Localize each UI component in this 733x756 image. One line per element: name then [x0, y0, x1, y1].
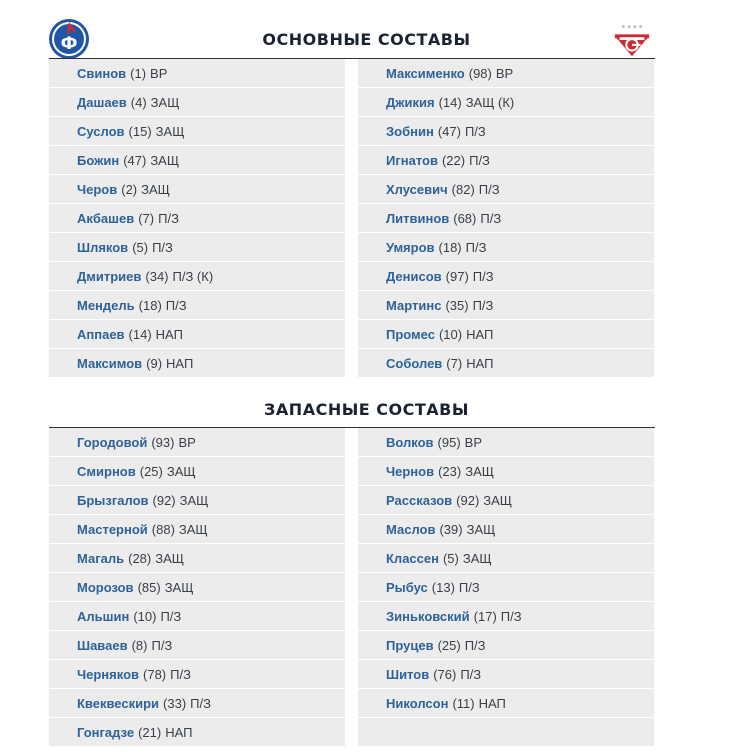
player-name-link[interactable]: Альшин — [77, 608, 130, 624]
player-name-link[interactable]: Аппаев — [77, 326, 125, 342]
player-position: П/З — [464, 637, 486, 653]
player-row — [49, 262, 345, 291]
player-row — [358, 602, 654, 631]
player-name-link[interactable]: Рассказов — [386, 492, 453, 508]
player-name-link[interactable]: Мендель — [77, 297, 135, 313]
player-row — [358, 486, 654, 515]
player-name-link[interactable]: Максименко — [386, 65, 465, 81]
fakel-logo-letter: Ф — [60, 34, 78, 54]
player-name-link[interactable]: Дашаев — [77, 94, 127, 110]
player-position: ВР — [178, 434, 196, 450]
player-name-link[interactable]: Черов — [77, 181, 118, 197]
player-row — [49, 117, 345, 146]
player-position: П/З — [460, 666, 482, 682]
player-number: (34) — [145, 268, 169, 284]
player-number: (68) — [453, 210, 477, 226]
player-number: (93) — [151, 434, 175, 450]
player-name-link[interactable]: Соболев — [386, 355, 443, 371]
player-position: П/З — [469, 152, 490, 168]
player-number: (18) — [138, 297, 162, 313]
player-number: (22) — [441, 152, 466, 168]
player-position: НАП — [166, 355, 194, 371]
player-position: ВР — [150, 65, 168, 81]
player-name-link[interactable]: Умяров — [386, 239, 435, 255]
player-name-link[interactable]: Классен — [386, 550, 439, 566]
player-position: ВР — [495, 65, 514, 81]
player-position: ЗАЩ — [150, 94, 180, 110]
player-row — [49, 457, 345, 486]
player-name-link[interactable]: Шаваев — [77, 637, 128, 653]
player-row — [49, 428, 345, 457]
player-position: ЗАЩ (К) — [465, 94, 515, 110]
player-number: (39) — [439, 521, 463, 537]
player-row — [358, 457, 654, 486]
player-position: ЗАЩ — [155, 123, 185, 139]
player-name-link[interactable]: Дмитриев — [77, 268, 142, 284]
player-number: (18) — [438, 239, 462, 255]
player-row — [358, 689, 654, 718]
player-position: ЗАЩ — [155, 550, 184, 566]
player-position: ЗАЩ — [466, 521, 496, 537]
player-number: (92) — [456, 492, 480, 508]
player-position: П/З — [500, 608, 522, 624]
player-position: НАП — [478, 695, 506, 711]
player-position: ЗАЩ — [141, 181, 170, 197]
player-row — [49, 204, 345, 233]
empty-row — [358, 718, 654, 747]
player-position: П/З — [458, 579, 480, 595]
player-name-link[interactable]: Квеквескири — [77, 695, 160, 711]
player-position: ВР — [464, 434, 482, 450]
player-name-link[interactable]: Маслов — [386, 521, 436, 537]
player-position: П/З — [472, 297, 494, 313]
stars-icon — [622, 25, 642, 28]
player-position: ЗАЩ — [179, 492, 209, 508]
player-number: (7) — [138, 210, 155, 226]
player-row — [49, 175, 345, 204]
player-name-link[interactable]: Литвинов — [386, 210, 450, 226]
player-name-link[interactable]: Черняков — [77, 666, 140, 682]
player-row — [49, 88, 345, 117]
player-row — [49, 59, 345, 88]
player-position: П/З — [478, 181, 500, 197]
player-number: (5) — [442, 550, 459, 566]
home-starters-list — [49, 59, 345, 378]
player-number: (82) — [451, 181, 475, 197]
player-name-link[interactable]: Хлусевич — [386, 181, 448, 197]
player-row — [49, 660, 345, 689]
player-position: ЗАЩ — [150, 152, 180, 168]
player-number: (25) — [437, 637, 461, 653]
player-position: П/З — [160, 608, 182, 624]
player-name-link[interactable]: Мартинс — [386, 297, 442, 313]
player-row — [49, 233, 345, 262]
player-position: ЗАЩ — [465, 463, 494, 479]
player-position: НАП — [155, 326, 183, 342]
player-number: (5) — [132, 239, 149, 255]
player-number: (14) — [438, 94, 462, 110]
player-number: (10) — [133, 608, 157, 624]
player-number: (95) — [437, 434, 461, 450]
player-number: (25) — [139, 463, 163, 479]
player-position: П/З — [170, 666, 191, 682]
player-number: (47) — [123, 152, 147, 168]
player-row — [358, 146, 654, 175]
player-row — [358, 320, 654, 349]
player-position: ЗАЩ — [166, 463, 196, 479]
player-number: (7) — [446, 355, 463, 371]
player-row — [358, 88, 654, 117]
away-starters-list — [358, 59, 654, 378]
player-number: (13) — [431, 579, 455, 595]
player-number: (1) — [130, 65, 147, 81]
player-name-link[interactable]: Брызгалов — [77, 492, 149, 508]
player-name-link[interactable]: Суслов — [77, 123, 125, 139]
player-row — [358, 291, 654, 320]
player-name-link[interactable]: Шляков — [77, 239, 129, 255]
player-number: (17) — [473, 608, 497, 624]
player-number: (10) — [438, 326, 463, 342]
player-name-link[interactable]: Зиньковский — [386, 608, 470, 624]
player-row — [358, 349, 654, 378]
player-row — [49, 602, 345, 631]
player-name-link[interactable]: Смирнов — [77, 463, 136, 479]
player-name-link[interactable]: Чернов — [386, 463, 435, 479]
player-number: (78) — [143, 666, 167, 682]
player-number: (98) — [468, 65, 492, 81]
home-substitutes-list — [49, 428, 345, 747]
player-position: П/З — [480, 210, 502, 226]
player-name-link[interactable]: Божин — [77, 152, 120, 168]
player-row — [358, 117, 654, 146]
player-position: П/З — [465, 239, 487, 255]
player-row — [49, 573, 345, 602]
player-number: (9) — [146, 355, 163, 371]
player-position: НАП — [466, 355, 494, 371]
player-position: НАП — [466, 326, 494, 342]
player-position: П/З — [190, 695, 211, 711]
player-name-link[interactable]: Шитов — [386, 666, 430, 682]
player-name-link[interactable]: Гонгадзе — [77, 724, 135, 740]
player-number: (2) — [121, 181, 138, 197]
player-row — [49, 320, 345, 349]
player-name-link[interactable]: Максимов — [77, 355, 143, 371]
player-number: (8) — [131, 637, 148, 653]
substitutes-title: ЗАПАСНЫЕ СОСТАВЫ — [264, 400, 469, 419]
player-position: П/З — [472, 268, 494, 284]
player-row — [49, 718, 345, 747]
player-position: ЗАЩ — [483, 492, 512, 508]
player-number: (14) — [128, 326, 152, 342]
player-position: ЗАЩ — [462, 550, 492, 566]
player-name-link[interactable]: Игнатов — [386, 152, 438, 168]
player-row — [49, 515, 345, 544]
player-number: (11) — [452, 695, 475, 711]
player-number: (4) — [130, 94, 147, 110]
player-row — [49, 544, 345, 573]
player-number: (85) — [137, 579, 161, 595]
player-row — [358, 544, 654, 573]
player-name-link[interactable]: Промес — [386, 326, 435, 342]
player-position: П/З (К) — [172, 268, 214, 284]
player-row — [358, 204, 654, 233]
player-number: (92) — [152, 492, 176, 508]
player-row — [358, 573, 654, 602]
player-name-link[interactable]: Зобнин — [386, 123, 434, 139]
player-number: (76) — [433, 666, 457, 682]
player-position: ЗАЩ — [178, 521, 208, 537]
player-name-link[interactable]: Городовой — [77, 434, 148, 450]
player-name-link[interactable]: Волков — [386, 434, 434, 450]
player-row — [49, 689, 345, 718]
player-row — [358, 660, 654, 689]
player-row — [358, 631, 654, 660]
player-number: (21) — [138, 724, 162, 740]
away-substitutes-list — [358, 428, 654, 747]
player-position: П/З — [152, 239, 173, 255]
player-name-link[interactable]: Акбашев — [77, 210, 135, 226]
player-position: П/З — [151, 637, 173, 653]
player-row — [49, 291, 345, 320]
player-name-link[interactable]: Пруцев — [386, 637, 434, 653]
player-name-link[interactable]: Магаль — [77, 550, 125, 566]
player-number: (35) — [445, 297, 469, 313]
player-name-link[interactable]: Рыбус — [386, 579, 428, 595]
player-row — [49, 486, 345, 515]
player-number: (33) — [163, 695, 187, 711]
player-row — [358, 515, 654, 544]
player-name-link[interactable]: Свинов — [77, 65, 127, 81]
player-row — [358, 262, 654, 291]
player-name-link[interactable]: Джикия — [386, 94, 435, 110]
player-position: П/З — [464, 123, 486, 139]
player-row — [358, 233, 654, 262]
main-lineups-title: ОСНОВНЫЕ СОСТАВЫ — [262, 30, 471, 49]
player-name-link[interactable]: Морозов — [77, 579, 134, 595]
player-position: П/З — [165, 297, 187, 313]
player-row — [49, 146, 345, 175]
player-number: (28) — [128, 550, 152, 566]
player-position: ЗАЩ — [164, 579, 194, 595]
player-number: (97) — [445, 268, 469, 284]
player-number: (23) — [438, 463, 462, 479]
player-position: П/З — [158, 210, 179, 226]
player-position: НАП — [165, 724, 193, 740]
player-row — [358, 59, 654, 88]
player-name-link[interactable]: Николсон — [386, 695, 449, 711]
player-row — [49, 631, 345, 660]
player-number: (47) — [437, 123, 461, 139]
player-name-link[interactable]: Мастерной — [77, 521, 148, 537]
player-number: (88) — [151, 521, 175, 537]
player-row — [358, 175, 654, 204]
player-row — [49, 349, 345, 378]
player-number: (15) — [128, 123, 152, 139]
player-row — [358, 428, 654, 457]
player-name-link[interactable]: Денисов — [386, 268, 442, 284]
